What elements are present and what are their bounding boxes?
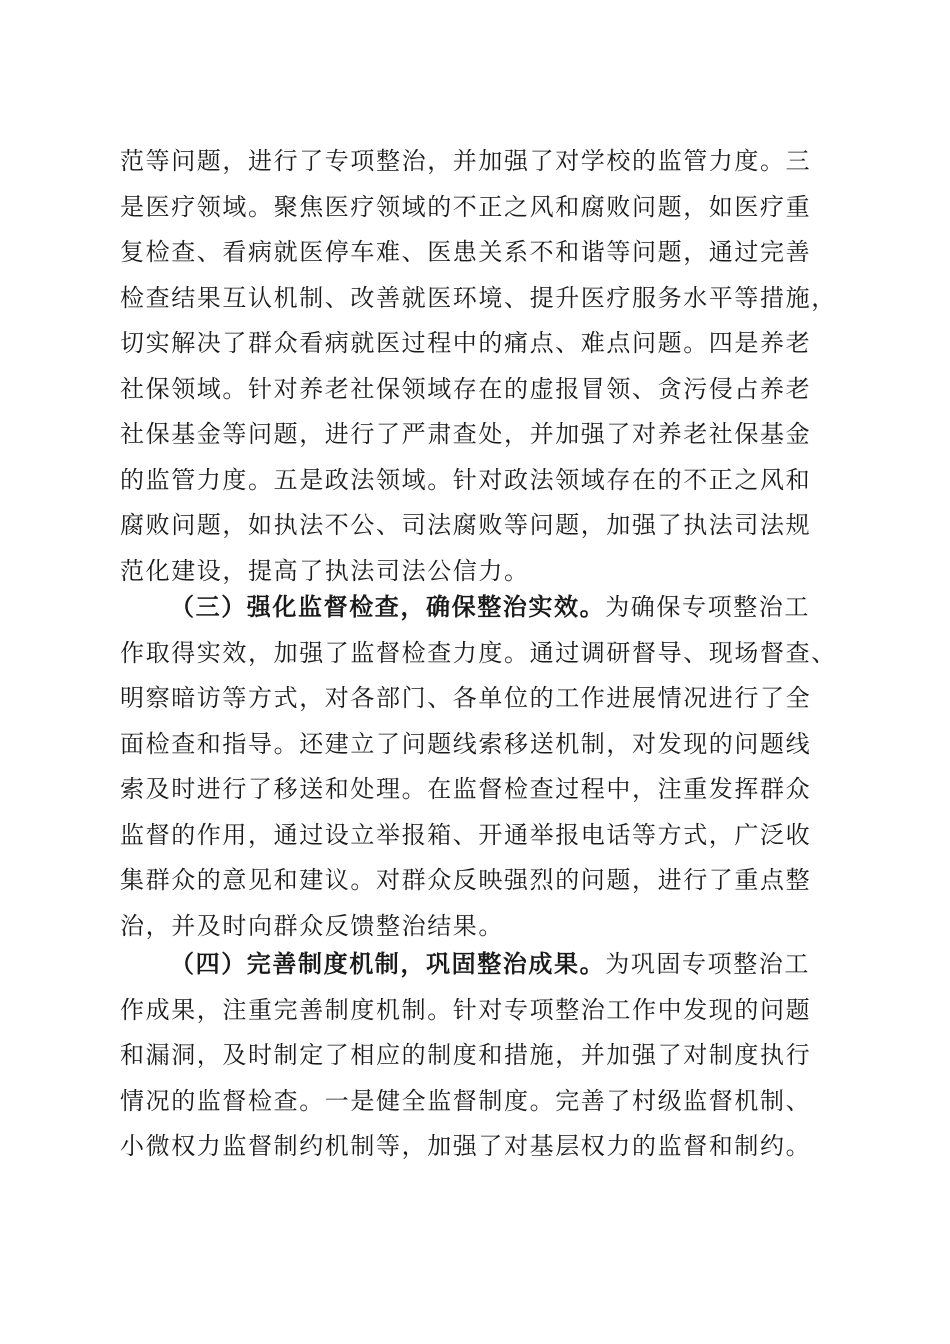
text-line: 是医疗领域。聚焦医疗领域的不正之风和腐败问题，如医疗重 (120, 192, 812, 221)
paragraph-first-line (120, 585, 830, 631)
paragraph-education-medical-pension-law (120, 139, 837, 594)
paragraph-first-line (120, 942, 830, 988)
text-line: 腐败问题，如执法不公、司法腐败等问题，加强了执法司法规 (120, 511, 812, 539)
text-line: 范等问题，进行了专项整治，并加强了对学校的监管力度。三 (120, 147, 812, 175)
text-line: 小微权力监督制约机制等，加强了对基层权力的监督和制约。 (120, 1132, 812, 1160)
text-line: 切实解决了群众看病就医过程中的痛点、难点问题。四是养老 (120, 329, 812, 357)
text-line: 的监管力度。五是政法领域。针对政法领域存在的不正之风和 (120, 465, 812, 494)
text-run: 为巩固专项整治工 (605, 950, 811, 978)
text-line: 和漏洞，及时制定了相应的制度和措施，并加强了对制度执行 (120, 1041, 812, 1069)
paragraph-supervision-inspection (120, 585, 837, 949)
text-line: 索及时进行了移送和处理。在监督检查过程中，注重发挥群众 (120, 775, 812, 803)
text-line: 治，并及时向群众反馈整治结果。 (120, 911, 504, 940)
text-line: 检查结果互认机制、改善就医环境、提升医疗服务水平等措施， (120, 283, 837, 312)
text-line: 作取得实效，加强了监督检查力度。通过调研督导、现场督查、 (120, 638, 837, 667)
section-heading-3: （三）强化监督检查，确保整治实效。 (170, 593, 606, 621)
text-line: 明察暗访等方式，对各部门、各单位的工作进展情况进行了全 (120, 684, 812, 712)
text-line: 社保领域。针对养老社保领域存在的虚报冒领、贪污侵占养老 (120, 374, 812, 403)
text-line: 集群众的意见和建议。对群众反映强烈的问题，进行了重点整 (120, 866, 812, 894)
text-line: 面检查和指导。还建立了问题线索移送机制，对发现的问题线 (120, 729, 812, 758)
text-line: 社保基金等问题，进行了严肃查处，并加强了对养老社保基金 (120, 420, 812, 448)
text-line: 监督的作用，通过设立举报箱、开通举报电话等方式，广泛收 (120, 820, 812, 849)
text-run: 为确保专项整治工 (605, 593, 811, 621)
text-line: 复检查、看病就医停车难、医患关系不和谐等问题，通过完善 (120, 238, 812, 266)
paragraph-institutional-mechanisms (120, 942, 830, 1170)
text-line: 作成果，注重完善制度机制。针对专项整治工作中发现的问题 (120, 995, 812, 1024)
text-line: 情况的监督检查。一是健全监督制度。完善了村级监督机制、 (120, 1086, 812, 1115)
section-heading-4: （四）完善制度机制，巩固整治成果。 (170, 950, 606, 978)
text-line: 范化建设，提高了执法司法公信力。 (120, 556, 530, 585)
